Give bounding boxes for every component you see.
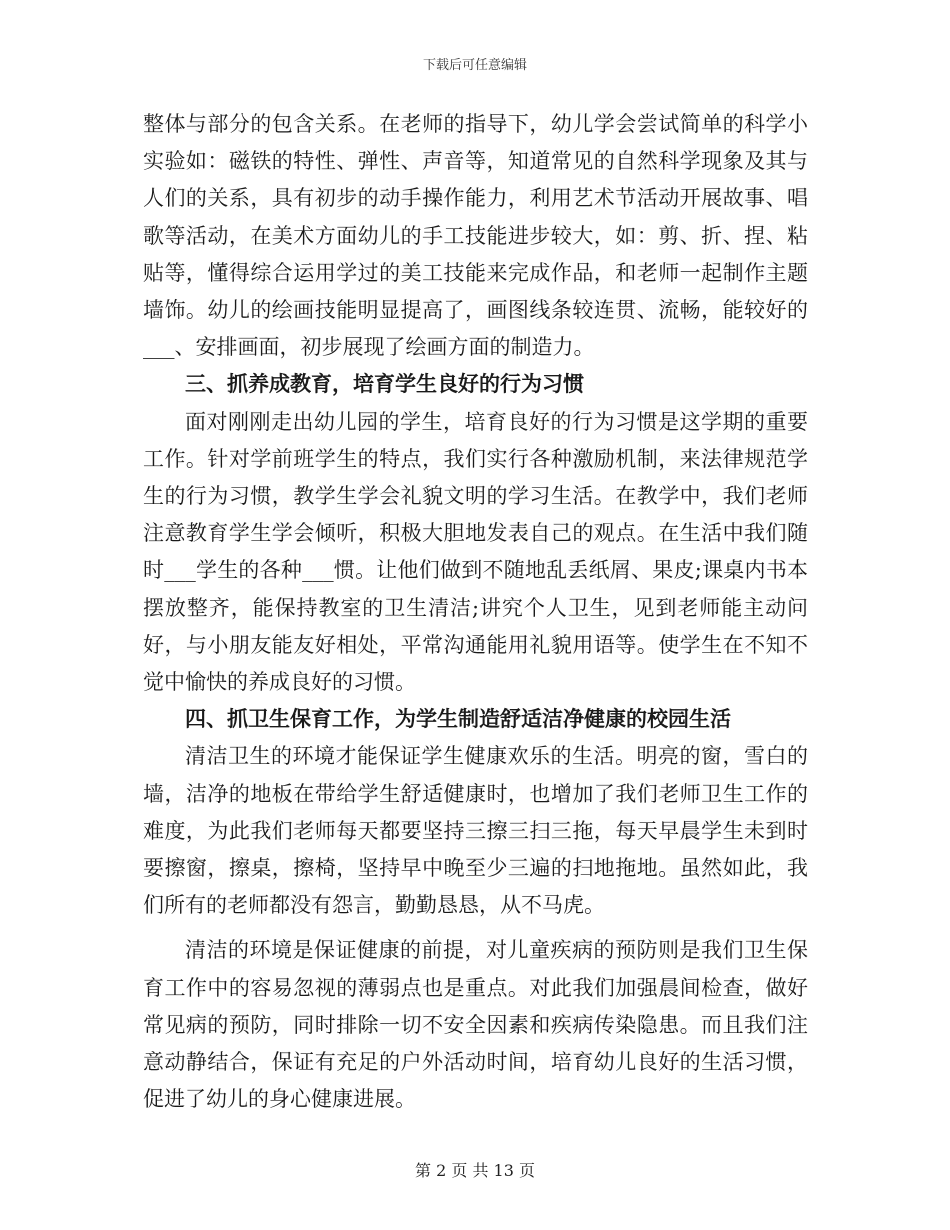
section-3-paragraph: 面对刚刚走出幼儿园的学生，培育良好的行为习惯是这学期的重要工作。针对学前班学生的特点，我们实行各种激励机制，来法律规范学生的行为习惯，教学生学会礼貌文明的学习生活。在教学中，我们老师注意教育学生学会倾听，积极大胆地发表自己的观点。在生活中我们随时___学生的各种___惯。让他们做到不随地乱丢纸屑、果皮;课桌内书本摆放整齐，能保持教室的卫生清洁;讲究个人卫生，见到老师能主动问好，与小朋友能友好相处，平常沟通能用礼貌用语等。使学生在不知不觉中愉快的养成良好的习惯。 [143,409,808,695]
header-note: 下载后可任意编辑 [422,58,527,73]
page-number-footer: 第 2 页 共 13 页 [415,1161,535,1180]
section-4-heading: 四、抓卫生保育工作，为学生制造舒适洁净健康的校园生活 [185,707,731,732]
section-3-heading: 三、抓养成教育，培育学生良好的行为习惯 [185,372,584,397]
section-4-paragraph-1: 清洁卫生的环境才能保证学生健康欢乐的生活。明亮的窗，雪白的墙，洁净的地板在带给学生舒适健康时，也增加了我们老师卫生工作的难度，为此我们老师每天都要坚持三擦三扫三拖，每天早晨学生未到时要擦窗，擦桌，擦椅，坚持早中晚至少三遍的扫地拖地。虽然如此，我们所有的老师都没有怨言，勤勤恳恳，从不马虎。 [143,744,808,918]
section-4-paragraph-2: 清洁的环境是保证健康的前提，对儿童疾病的预防则是我们卫生保育工作中的容易忽视的薄弱点也是重点。对此我们加强晨间检查，做好常见病的预防，同时排除一切不安全因素和疾病传染隐患。而且我们注意动静结合，保证有充足的户外活动时间，培育幼儿良好的生活习惯，促进了幼儿的身心健康进展。 [143,938,808,1112]
document-body [143,106,808,1118]
intro-paragraph: 整体与部分的包含关系。在老师的指导下，幼儿学会尝试简单的科学小实验如：磁铁的特性、弹性、声音等，知道常见的自然科学现象及其与人们的关系，具有初步的动手操作能力，利用艺术节活动开展故事、唱歌等活动，在美术方面幼儿的手工技能进步较大，如：剪、折、捏、粘贴等，懂得综合运用学过的美工技能来完成作品，和老师一起制作主题墙饰。幼儿的绘画技能明显提高了，画图线条较连贯、流畅，能较好的___、安排画面，初步展现了绘画方面的制造力。 [143,112,808,360]
paragraph-spacer [143,924,808,932]
